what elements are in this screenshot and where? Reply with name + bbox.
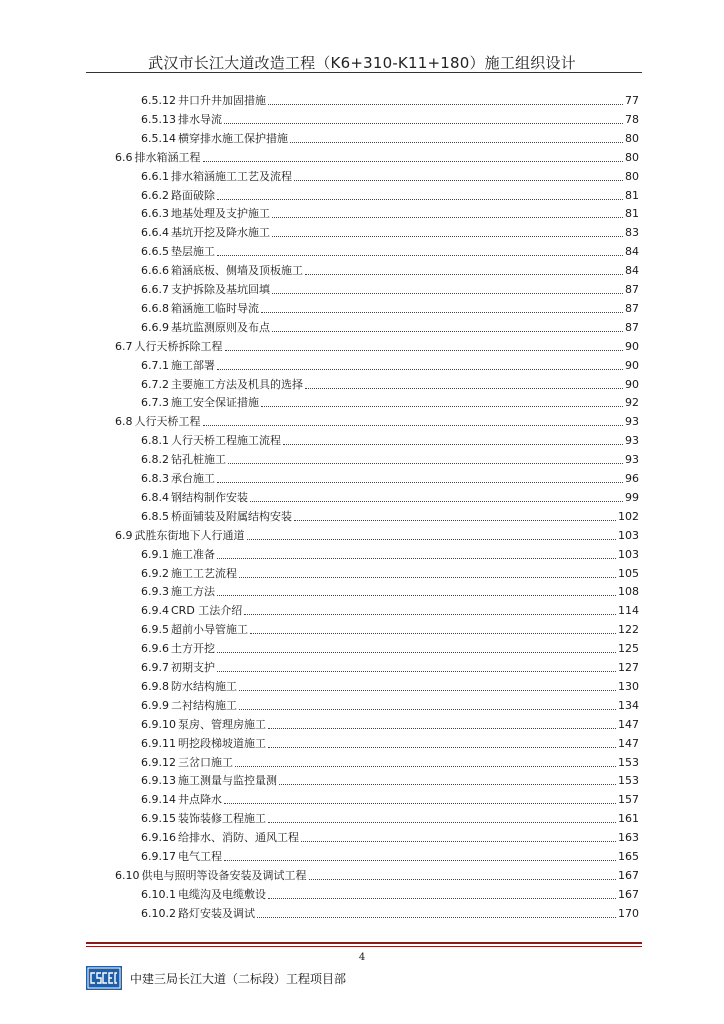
toc-entry-number: 6.9.7	[141, 661, 169, 674]
toc-entry-page: 80	[625, 169, 639, 183]
toc-entry-number: 6.9.17	[141, 850, 176, 863]
toc-entry-number: 6.9.14	[141, 793, 176, 807]
toc-entry-page: 127	[618, 661, 639, 674]
toc-entry-title: 承台施工	[171, 472, 215, 485]
toc-entry-number: 6.9.1	[141, 547, 169, 561]
toc-dot-leader	[268, 821, 616, 823]
toc-entry[interactable]	[141, 111, 639, 129]
toc-entry[interactable]	[141, 319, 639, 337]
toc-entry-number: 6.9.5	[141, 623, 169, 637]
toc-entry[interactable]	[115, 867, 639, 885]
toc-entry-number: 6.10	[115, 868, 140, 882]
toc-entry-title: 三岔口施工	[178, 755, 233, 769]
toc-entry-title: CRD 工法介绍	[171, 604, 243, 618]
toc-dot-leader	[235, 765, 616, 767]
toc-dot-leader	[217, 198, 623, 200]
toc-dot-leader	[239, 708, 616, 710]
toc-entry[interactable]	[141, 602, 639, 620]
toc-entry-title: 土方开挖	[171, 642, 215, 656]
toc-entry-number: 6.9.12	[141, 755, 176, 769]
toc-entry-number: 6.6.7	[141, 283, 169, 296]
toc-entry-number: 6.6.4	[141, 226, 169, 240]
toc-entry-page: 153	[618, 774, 639, 788]
toc-entry-page: 90	[625, 339, 639, 353]
toc-entry-page: 84	[625, 264, 639, 278]
toc-entry-number: 6.6.1	[141, 169, 169, 183]
toc-entry[interactable]	[141, 810, 639, 828]
toc-dot-leader	[224, 122, 623, 124]
toc-entry-page: 93	[625, 434, 639, 448]
toc-entry-title: 钢结构制作安装	[171, 490, 248, 504]
toc-entry[interactable]	[141, 565, 639, 583]
toc-entry-page: 77	[625, 94, 639, 107]
footer-divider-thin	[86, 946, 642, 947]
toc-entry-page: 161	[618, 812, 639, 826]
toc-entry-page: 165	[618, 850, 639, 863]
toc-entry-title: 井点降水	[178, 793, 222, 807]
toc-entry-number: 6.6.6	[141, 264, 169, 278]
toc-entry-number: 6.5.14	[141, 131, 176, 145]
toc-dot-leader	[217, 254, 623, 256]
toc-entry[interactable]	[141, 357, 639, 375]
toc-entry-page: 102	[618, 509, 639, 523]
toc-entry-title: 人行天桥工程施工流程	[171, 434, 281, 448]
toc-entry-title: 泵房、管理房施工	[178, 717, 266, 731]
toc-entry-title: 路灯安装及调试	[178, 906, 255, 920]
toc-dot-leader	[294, 519, 616, 521]
toc-entry-number: 6.8.3	[141, 472, 169, 485]
toc-dot-leader	[305, 387, 623, 389]
toc-dot-leader	[301, 840, 616, 842]
toc-entry-number: 6.9.10	[141, 717, 176, 731]
toc-entry-title: 排水导流	[178, 112, 222, 126]
toc-dot-leader	[272, 235, 623, 237]
toc-entry-number: 6.9.8	[141, 679, 169, 693]
toc-entry[interactable]	[141, 829, 639, 847]
toc-dot-leader	[247, 538, 617, 540]
toc-entry[interactable]	[115, 413, 639, 431]
toc-entry-page: 163	[618, 831, 639, 845]
toc-entry[interactable]	[141, 168, 639, 186]
toc-entry-title: 桥面铺装及附属结构安装	[171, 509, 292, 523]
toc-dot-leader	[257, 916, 616, 918]
toc-entry-number: 6.9.2	[141, 566, 169, 580]
toc-entry-page: 147	[618, 717, 639, 731]
toc-entry[interactable]	[141, 451, 639, 469]
toc-entry[interactable]	[141, 394, 639, 412]
toc-dot-leader	[217, 368, 623, 370]
toc-entry-number: 6.8.2	[141, 453, 169, 467]
toc-entry[interactable]	[141, 205, 639, 223]
toc-entry[interactable]	[141, 659, 639, 677]
toc-entry-title: 垫层施工	[171, 245, 215, 259]
toc-entry-title: 横穿排水施工保护措施	[178, 131, 288, 145]
toc-dot-leader	[244, 613, 616, 615]
toc-entry-title: 人行天桥拆除工程	[134, 339, 223, 353]
toc-entry[interactable]	[141, 262, 639, 280]
toc-entry[interactable]	[141, 92, 639, 110]
toc-entry-page: 80	[625, 150, 639, 164]
toc-entry-page: 122	[618, 623, 639, 637]
toc-entry-title: 施工工艺流程	[171, 566, 237, 580]
toc-entry-page: 103	[618, 528, 639, 542]
toc-entry-number: 6.6	[115, 150, 133, 164]
toc-dot-leader	[224, 802, 616, 804]
toc-entry[interactable]	[141, 130, 639, 148]
toc-dot-leader	[217, 557, 616, 559]
toc-entry[interactable]	[141, 772, 639, 790]
toc-entry[interactable]	[141, 583, 639, 601]
toc-entry-number: 6.7.3	[141, 396, 169, 410]
toc-entry-title: 二衬结构施工	[171, 698, 237, 712]
toc-entry-title: 施工安全保证措施	[171, 396, 259, 410]
toc-entry-page: 92	[625, 396, 639, 410]
toc-dot-leader	[261, 405, 623, 407]
toc-entry[interactable]	[141, 546, 639, 564]
toc-entry-title: 箱涵施工临时导流	[171, 301, 259, 315]
toc-dot-leader	[290, 141, 623, 143]
toc-entry[interactable]	[141, 678, 639, 696]
toc-entry-number: 6.6.5	[141, 245, 169, 259]
footer-divider-thick	[86, 942, 642, 944]
toc-entry-page: 108	[618, 585, 639, 599]
toc-entry[interactable]	[141, 281, 639, 299]
toc-entry-page: 90	[625, 377, 639, 391]
toc-entry-page: 80	[625, 131, 639, 145]
toc-entry-page: 99	[625, 490, 639, 504]
toc-entry-title: 主要施工方法及机具的选择	[171, 377, 303, 391]
toc-entry-page: 134	[618, 698, 639, 712]
toc-entry-number: 6.5.12	[141, 94, 176, 107]
toc-dot-leader	[217, 594, 616, 596]
toc-entry-title: 排水箱涵工程	[134, 150, 201, 164]
toc-entry-page: 81	[625, 207, 639, 221]
toc-entry-page: 125	[618, 642, 639, 656]
toc-dot-leader	[283, 443, 623, 445]
toc-entry-title: 超前小导管施工	[171, 623, 248, 637]
toc-entry-title: 初期支护	[171, 661, 215, 674]
toc-entry-title: 井口升井加固措施	[178, 94, 266, 107]
toc-entry[interactable]	[141, 621, 639, 639]
footer-organization-name: 中建三局长江大道（二标段）工程项目部	[130, 972, 347, 986]
toc-dot-leader	[217, 651, 616, 653]
toc-entry-title: 人行天桥工程	[134, 415, 201, 429]
toc-entry[interactable]	[141, 735, 639, 753]
toc-entry-number: 6.8.1	[141, 434, 169, 448]
toc-entry-number: 6.6.2	[141, 188, 169, 202]
toc-entry-number: 6.7	[115, 339, 133, 353]
toc-entry-title: 供电与照明等设备安装及调试工程	[141, 868, 307, 882]
toc-entry-number: 6.9.4	[141, 604, 169, 618]
toc-entry[interactable]	[141, 905, 639, 923]
toc-entry-page: 105	[618, 566, 639, 580]
toc-entry[interactable]	[141, 376, 639, 394]
toc-dot-leader	[224, 859, 616, 861]
toc-dot-leader	[250, 632, 616, 634]
toc-dot-leader	[225, 349, 624, 351]
toc-entry-number: 6.5.13	[141, 112, 176, 126]
toc-entry-number: 6.9.6	[141, 642, 169, 656]
toc-entry[interactable]	[115, 338, 639, 356]
toc-entry[interactable]	[141, 886, 639, 904]
toc-entry-page: 103	[618, 547, 639, 561]
toc-entry-page: 167	[618, 887, 639, 901]
toc-dot-leader	[272, 216, 623, 218]
toc-dot-leader	[239, 689, 616, 691]
toc-dot-leader	[261, 311, 623, 313]
toc-entry[interactable]	[141, 508, 639, 526]
toc-entry-page: 147	[618, 736, 639, 750]
toc-entry-page: 153	[618, 755, 639, 769]
toc-entry-page: 81	[625, 188, 639, 202]
toc-dot-leader	[239, 576, 616, 578]
toc-dot-leader	[279, 783, 616, 785]
toc-entry[interactable]	[115, 149, 639, 167]
toc-dot-leader	[217, 481, 623, 483]
toc-entry-page: 170	[618, 906, 639, 920]
toc-entry-number: 6.9.11	[141, 736, 176, 750]
toc-entry[interactable]	[141, 300, 639, 318]
toc-dot-leader	[309, 878, 617, 880]
toc-entry[interactable]	[141, 224, 639, 242]
toc-entry-title: 施工部署	[171, 358, 215, 372]
toc-entry-title: 装饰装修工程施工	[178, 812, 266, 826]
header-divider	[86, 72, 642, 73]
toc-entry-page: 83	[625, 226, 639, 240]
toc-entry-number: 6.9.9	[141, 698, 169, 712]
toc-entry-number: 6.6.8	[141, 301, 169, 315]
toc-entry-page: 93	[625, 453, 639, 467]
toc-entry[interactable]	[141, 489, 639, 507]
toc-entry-number: 6.8	[115, 415, 133, 429]
toc-entry-number: 6.7.2	[141, 377, 169, 391]
toc-entry-page: 90	[625, 358, 639, 372]
toc-entry-page: 167	[618, 868, 639, 882]
toc-entry-number: 6.9	[115, 528, 133, 542]
toc-entry-number: 6.9.3	[141, 585, 169, 599]
toc-entry-number: 6.9.13	[141, 774, 176, 788]
page-header-title: 武汉市长江大道改造工程（K6+310-K11+180）施工组织设计	[148, 54, 576, 72]
toc-dot-leader	[203, 160, 624, 162]
toc-entry[interactable]	[141, 697, 639, 715]
toc-entry-title: 防水结构施工	[171, 679, 237, 693]
toc-entry-title: 施工测量与监控量测	[178, 774, 277, 788]
toc-entry[interactable]	[141, 791, 639, 809]
toc-entry-title: 明挖段梯坡道施工	[178, 736, 266, 750]
toc-dot-leader	[272, 330, 623, 332]
toc-entry-number: 6.10.1	[141, 887, 176, 901]
toc-entry-title: 支护拆除及基坑回填	[171, 283, 270, 296]
toc-entry-title: 基坑监测原则及布点	[171, 320, 270, 334]
toc-entry-number: 6.8.5	[141, 509, 169, 523]
toc-entry-number: 6.9.15	[141, 812, 176, 826]
toc-entry-title: 钻孔桩施工	[171, 453, 226, 467]
toc-dot-leader	[217, 670, 616, 672]
toc-entry-title: 地基处理及支护施工	[171, 207, 270, 221]
toc-entry-title: 排水箱涵施工工艺及流程	[171, 169, 292, 183]
toc-entry[interactable]	[141, 432, 639, 450]
cscec-logo-icon	[86, 966, 122, 990]
toc-entry[interactable]	[141, 848, 639, 866]
toc-entry-page: 87	[625, 320, 639, 334]
toc-entry-number: 6.10.2	[141, 906, 176, 920]
toc-dot-leader	[268, 103, 623, 105]
toc-entry-number: 6.7.1	[141, 358, 169, 372]
toc-dot-leader	[305, 273, 623, 275]
toc-entry-page: 130	[618, 679, 639, 693]
toc-entry-title: 电缆沟及电缆敷设	[178, 887, 266, 901]
toc-entry-page: 84	[625, 245, 639, 259]
toc-entry-title: 施工方法	[171, 585, 215, 599]
toc-dot-leader	[228, 462, 623, 464]
toc-entry[interactable]	[115, 527, 639, 545]
toc-entry[interactable]	[141, 470, 639, 488]
toc-dot-leader	[203, 424, 624, 426]
toc-entry[interactable]	[141, 640, 639, 658]
toc-entry-number: 6.8.4	[141, 490, 169, 504]
toc-entry-title: 基坑开挖及降水施工	[171, 226, 270, 240]
toc-entry-page: 114	[618, 604, 639, 618]
toc-entry-title: 施工准备	[171, 547, 215, 561]
toc-entry-title: 箱涵底板、侧墙及顶板施工	[171, 264, 303, 278]
toc-entry[interactable]	[141, 243, 639, 261]
toc-entry-page: 87	[625, 283, 639, 296]
toc-entry-page: 96	[625, 472, 639, 485]
toc-dot-leader	[272, 292, 623, 294]
toc-entry-number: 6.6.9	[141, 320, 169, 334]
toc-entry-number: 6.6.3	[141, 207, 169, 221]
toc-entry-title: 给排水、消防、通风工程	[178, 831, 299, 845]
toc-dot-leader	[250, 500, 623, 502]
page-number: 4	[358, 952, 366, 963]
toc-entry[interactable]	[141, 716, 639, 734]
toc-entry-title: 武胜东街地下人行通道	[134, 528, 245, 542]
toc-entry-number: 6.9.16	[141, 831, 176, 845]
toc-entry-page: 157	[618, 793, 639, 807]
toc-entry-page: 78	[625, 112, 639, 126]
toc-entry-page: 93	[625, 415, 639, 429]
toc-dot-leader	[268, 746, 616, 748]
toc-dot-leader	[268, 727, 616, 729]
toc-dot-leader	[294, 179, 623, 181]
toc-entry-title: 电气工程	[178, 850, 222, 863]
toc-entry-title: 路面破除	[171, 188, 215, 202]
toc-dot-leader	[268, 897, 616, 899]
toc-entry[interactable]	[141, 187, 639, 205]
toc-entry[interactable]	[141, 754, 639, 772]
toc-entry-page: 87	[625, 301, 639, 315]
